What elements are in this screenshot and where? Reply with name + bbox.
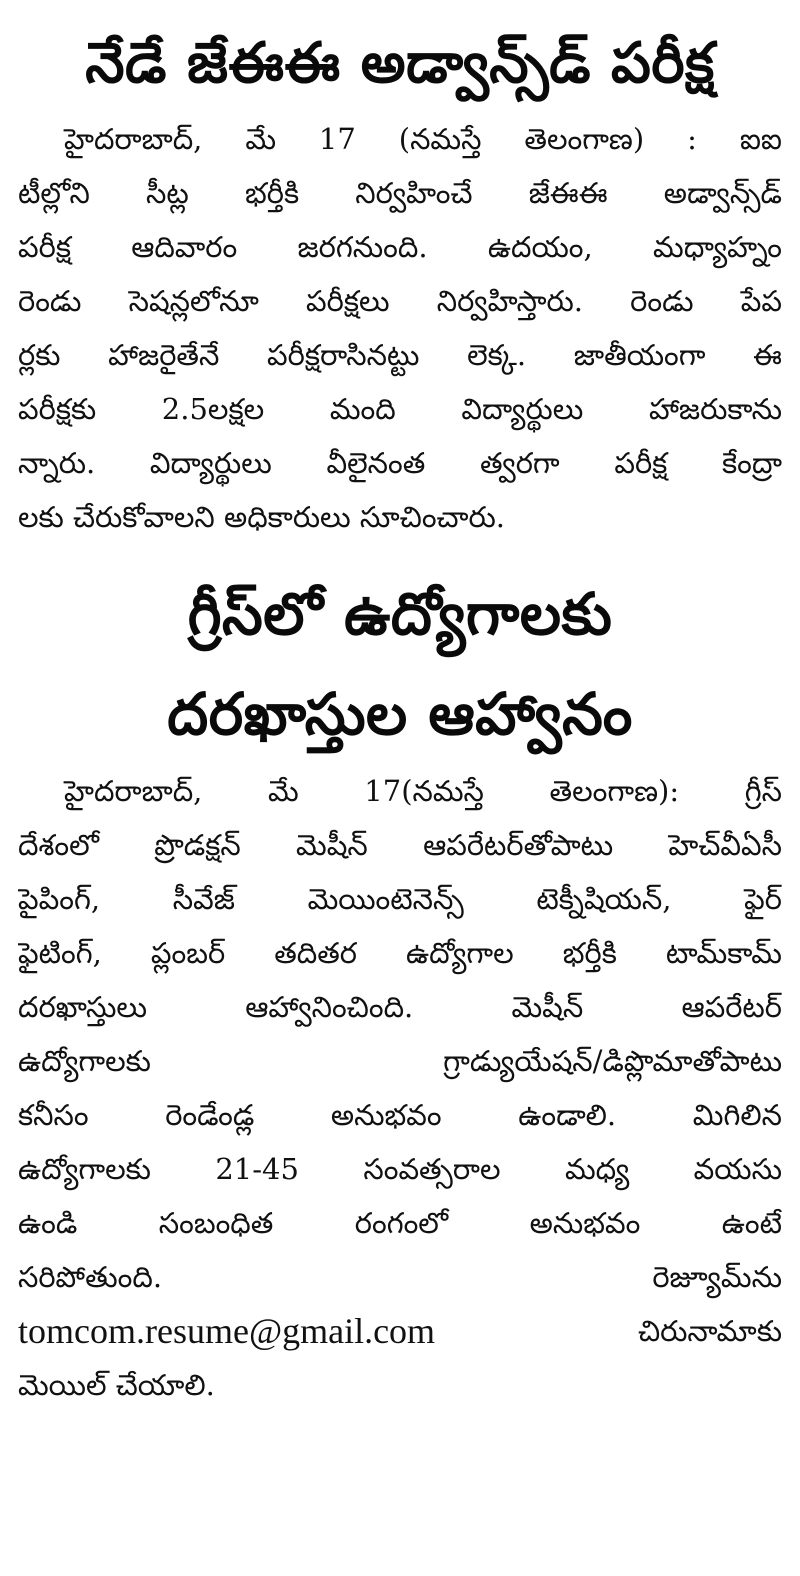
article-line: ఉద్యోగాలకు గ్రాడ్యుయేషన్/డిప్లొమాతోపాటు — [18, 1044, 782, 1078]
article-line: హైదరాబాద్, మే 17 (నమస్తే తెలంగాణ) : ఐఐ — [64, 122, 782, 156]
article-line: న్నారు. విద్యార్థులు వీలైనంత త్వరగా పరీక్ష కేంద్రా — [18, 446, 782, 480]
closing-left-text: సరిపోతుంది. — [18, 1260, 163, 1294]
email-address: tomcom.resume@gmail.com — [18, 1311, 436, 1351]
article-line: ర్లకు హాజరైతేనే పరీక్షరాసినట్టు లెక్క. జాతీయంగా ఈ — [18, 338, 782, 372]
article-line: లకు చేరుకోవాలని అధికారులు సూచించారు. — [18, 500, 505, 534]
article-greece-jobs-body — [18, 764, 782, 1412]
closing-right-text: రెజ్యూమ్‌ను — [652, 1260, 782, 1294]
article-final-line: మెయిల్ చేయాలి. — [18, 1368, 215, 1402]
article-jee-advanced-body — [18, 112, 782, 544]
article-email-line — [18, 1304, 782, 1358]
article-line: పరీక్ష ఆదివారం జరగనుంది. ఉదయం, మధ్యాహ్నం — [18, 230, 782, 264]
article-line: దరఖాస్తులు ఆహ్వానించింది. మెషీన్ ఆపరేటర్ — [18, 990, 782, 1024]
article-line: హైదరాబాద్, మే 17(నమస్తే తెలంగాణ): గ్రీస్ — [64, 774, 782, 808]
article-line: కనీసం రెండేండ్ల అనుభవం ఉండాలి. మిగిలిన — [18, 1098, 782, 1132]
article-line: పరీక్షకు 2.5లక్షల మంది విద్యార్థులు హాజరుకాను — [18, 392, 782, 426]
headline-applications-invited: దరఖాస్తుల ఆహ్వానం — [167, 680, 633, 748]
article-line: దేశంలో ప్రొడక్షన్ మెషీన్ ఆపరేటర్‌తోపాటు హెచ్‌వీఏసీ — [18, 828, 782, 862]
headline-greece-jobs: గ్రీస్‌లో ఉద్యోగాలకు — [187, 580, 613, 648]
article-line: టీల్లోని సీట్ల భర్తీకి నిర్వహించే జేఈఈ అడ్వాన్స్‌డ్ — [18, 176, 782, 210]
article-line: పైపింగ్, సీవేజ్ మెయింటెనెన్స్ టెక్నీషియన్, ఫైర్ — [18, 882, 782, 916]
headline-jee-advanced: నేడే జేఈఈ అడ్వాన్స్‌డ్ పరీక్ష — [85, 31, 715, 96]
newspaper-clipping — [18, 10, 782, 1412]
article-line: ఫైటింగ్, ప్లంబర్ తదితర ఉద్యోగాల భర్తీకి టామ్‌కామ్ — [18, 936, 782, 970]
article-closing-line — [18, 1250, 782, 1304]
email-suffix-text: చిరునామాకు — [637, 1314, 782, 1348]
article-line: ఉండి సంబంధిత రంగంలో అనుభవం ఉంటే — [18, 1206, 782, 1240]
article-line: ఉద్యోగాలకు 21-45 సంవత్సరాల మధ్య వయసు — [18, 1152, 782, 1186]
article-line: రెండు సెషన్లలోనూ పరీక్షలు నిర్వహిస్తారు. రెండు పేప — [18, 284, 782, 318]
